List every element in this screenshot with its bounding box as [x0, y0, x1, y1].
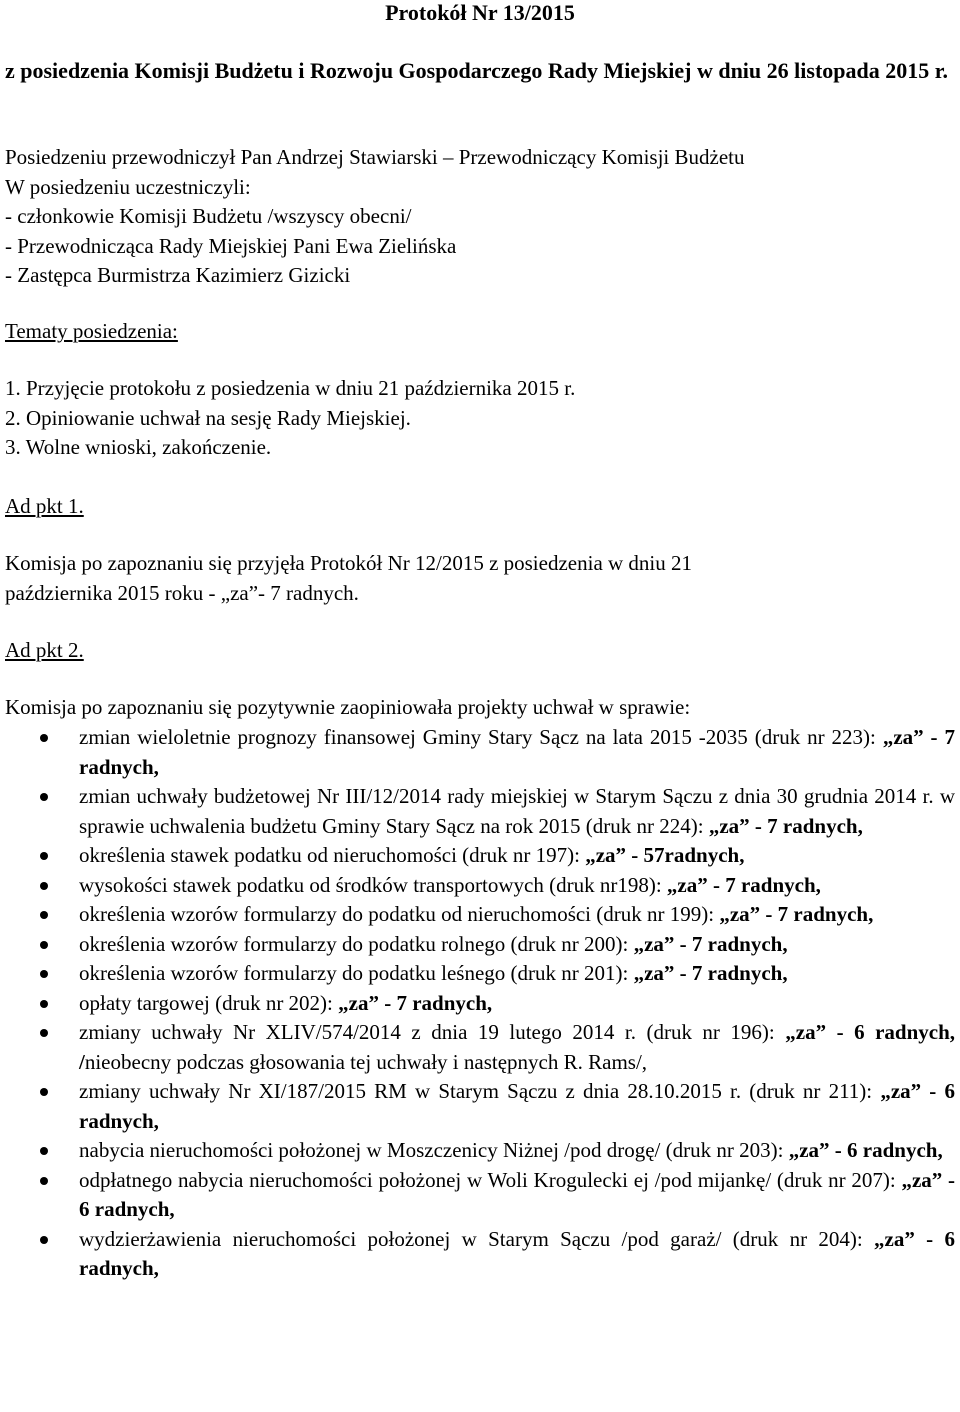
topic-item: 2. Opiniowanie uchwał na sesję Rady Miejskiej.	[5, 405, 411, 430]
document-title: Protokół Nr 13/2015	[385, 0, 575, 25]
resolution-item: zmian uchwały budżetowej Nr III/12/2014 rady miejskiej w Starym Sączu z dnia 30 grudnia 2014 r. w sprawie uchwalenia budżetu Gminy Stary Sącz na rok 2015 (druk nr 224): „za” - 7 radnych,	[0, 782, 960, 841]
bullet-icon	[40, 793, 48, 801]
bullet-icon	[40, 734, 48, 742]
resolution-item: odpłatnego nabycia nieruchomości położonej w Woli Krogulecki ej /pod mijankę/ (druk nr 207): „za” - 6 radnych,	[0, 1166, 960, 1225]
bullet-icon	[40, 1000, 48, 1008]
document-subtitle: z posiedzenia Komisji Budżetu i Rozwoju Gospodarczego Rady Miejskiej w dniu 26 listopada 2015 r.	[5, 58, 948, 83]
resolution-item: określenia wzorów formularzy do podatku rolnego (druk nr 200): „za” - 7 radnych,	[0, 930, 960, 960]
topic-item: 3. Wolne wnioski, zakończenie.	[5, 435, 272, 459]
attendance-section	[5, 143, 955, 291]
bullet-icon	[40, 1177, 48, 1185]
resolution-item: określenia stawek podatku od nieruchomości (druk nr 197): „za” - 57radnych,	[0, 841, 960, 871]
pkt2-intro: Komisja po zapoznaniu się pozytywnie zaopiniowała projekty uchwał w sprawie:	[5, 695, 691, 719]
resolution-item: określenia wzorów formularzy do podatku leśnego (druk nr 201): „za” - 7 radnych,	[0, 959, 960, 989]
topic-item: 1. Przyjęcie protokołu z posiedzenia w dniu 21 października 2015 r.	[5, 376, 576, 400]
bullet-icon	[40, 911, 48, 919]
resolution-item: zmian wieloletnie prognozy finansowej Gminy Stary Sącz na lata 2015 -2035 (druk nr 223): „za” - 7 radnych,	[0, 723, 960, 782]
bullet-icon	[40, 970, 48, 978]
participant-deputy-mayor: - Zastępca Burmistrza Kazimierz Gizicki	[5, 263, 351, 287]
resolution-item: zmiany uchwały Nr XLIV/574/2014 z dnia 19 lutego 2014 r. (druk nr 196): „za” - 6 radnych, /nieobecny podczas głosowania tej uchwały i następnych R. Rams/,	[0, 1018, 960, 1077]
resolutions-list	[0, 723, 960, 1284]
participant-members: - członkowie Komisji Budżetu /wszyscy obecni/	[5, 204, 412, 228]
pkt1-heading: Ad pkt 1.	[5, 494, 84, 518]
pkt1-line: października 2015 roku - „za”- 7 radnych.	[5, 580, 359, 605]
resolution-item: opłaty targowej (druk nr 202): „za” - 7 radnych,	[0, 989, 960, 1019]
bullet-icon	[40, 852, 48, 860]
chair-line: Posiedzeniu przewodniczył Pan Andrzej Stawiarski – Przewodniczący Komisji Budżetu	[5, 145, 745, 169]
participant-council-chair: - Przewodnicząca Rady Miejskiej Pani Ewa Zielińska	[5, 233, 457, 258]
resolution-item: wydzierżawienia nieruchomości położonej w Starym Sączu /pod garaż/ (druk nr 204): „za” - 6 radnych,	[0, 1225, 960, 1284]
participants-label: W posiedzeniu uczestniczyli:	[5, 174, 251, 199]
topics-heading: Tematy posiedzenia:	[5, 319, 178, 343]
resolution-item: określenia wzorów formularzy do podatku od nieruchomości (druk nr 199): „za” - 7 radnych,	[0, 900, 960, 930]
resolution-item: wysokości stawek podatku od środków transportowych (druk nr198): „za” - 7 radnych,	[0, 871, 960, 901]
pkt1-body	[5, 549, 955, 608]
topics-list	[5, 374, 955, 463]
resolution-item: zmiany uchwały Nr XI/187/2015 RM w Starym Sączu z dnia 28.10.2015 r. (druk nr 211): „za” - 6 radnych,	[0, 1077, 960, 1136]
bullet-icon	[40, 1029, 48, 1037]
bullet-icon	[40, 1236, 48, 1244]
bullet-icon	[40, 941, 48, 949]
bullet-icon	[40, 1147, 48, 1155]
resolution-item: nabycia nieruchomości położonej w Moszczenicy Niżnej /pod drogę/ (druk nr 203): „za” - 6 radnych,	[0, 1136, 960, 1166]
bullet-icon	[40, 882, 48, 890]
bullet-icon	[40, 1088, 48, 1096]
pkt1-line: Komisja po zapoznaniu się przyjęła Protokół Nr 12/2015 z posiedzenia w dniu 21	[5, 551, 693, 575]
pkt2-heading: Ad pkt 2.	[5, 638, 84, 662]
